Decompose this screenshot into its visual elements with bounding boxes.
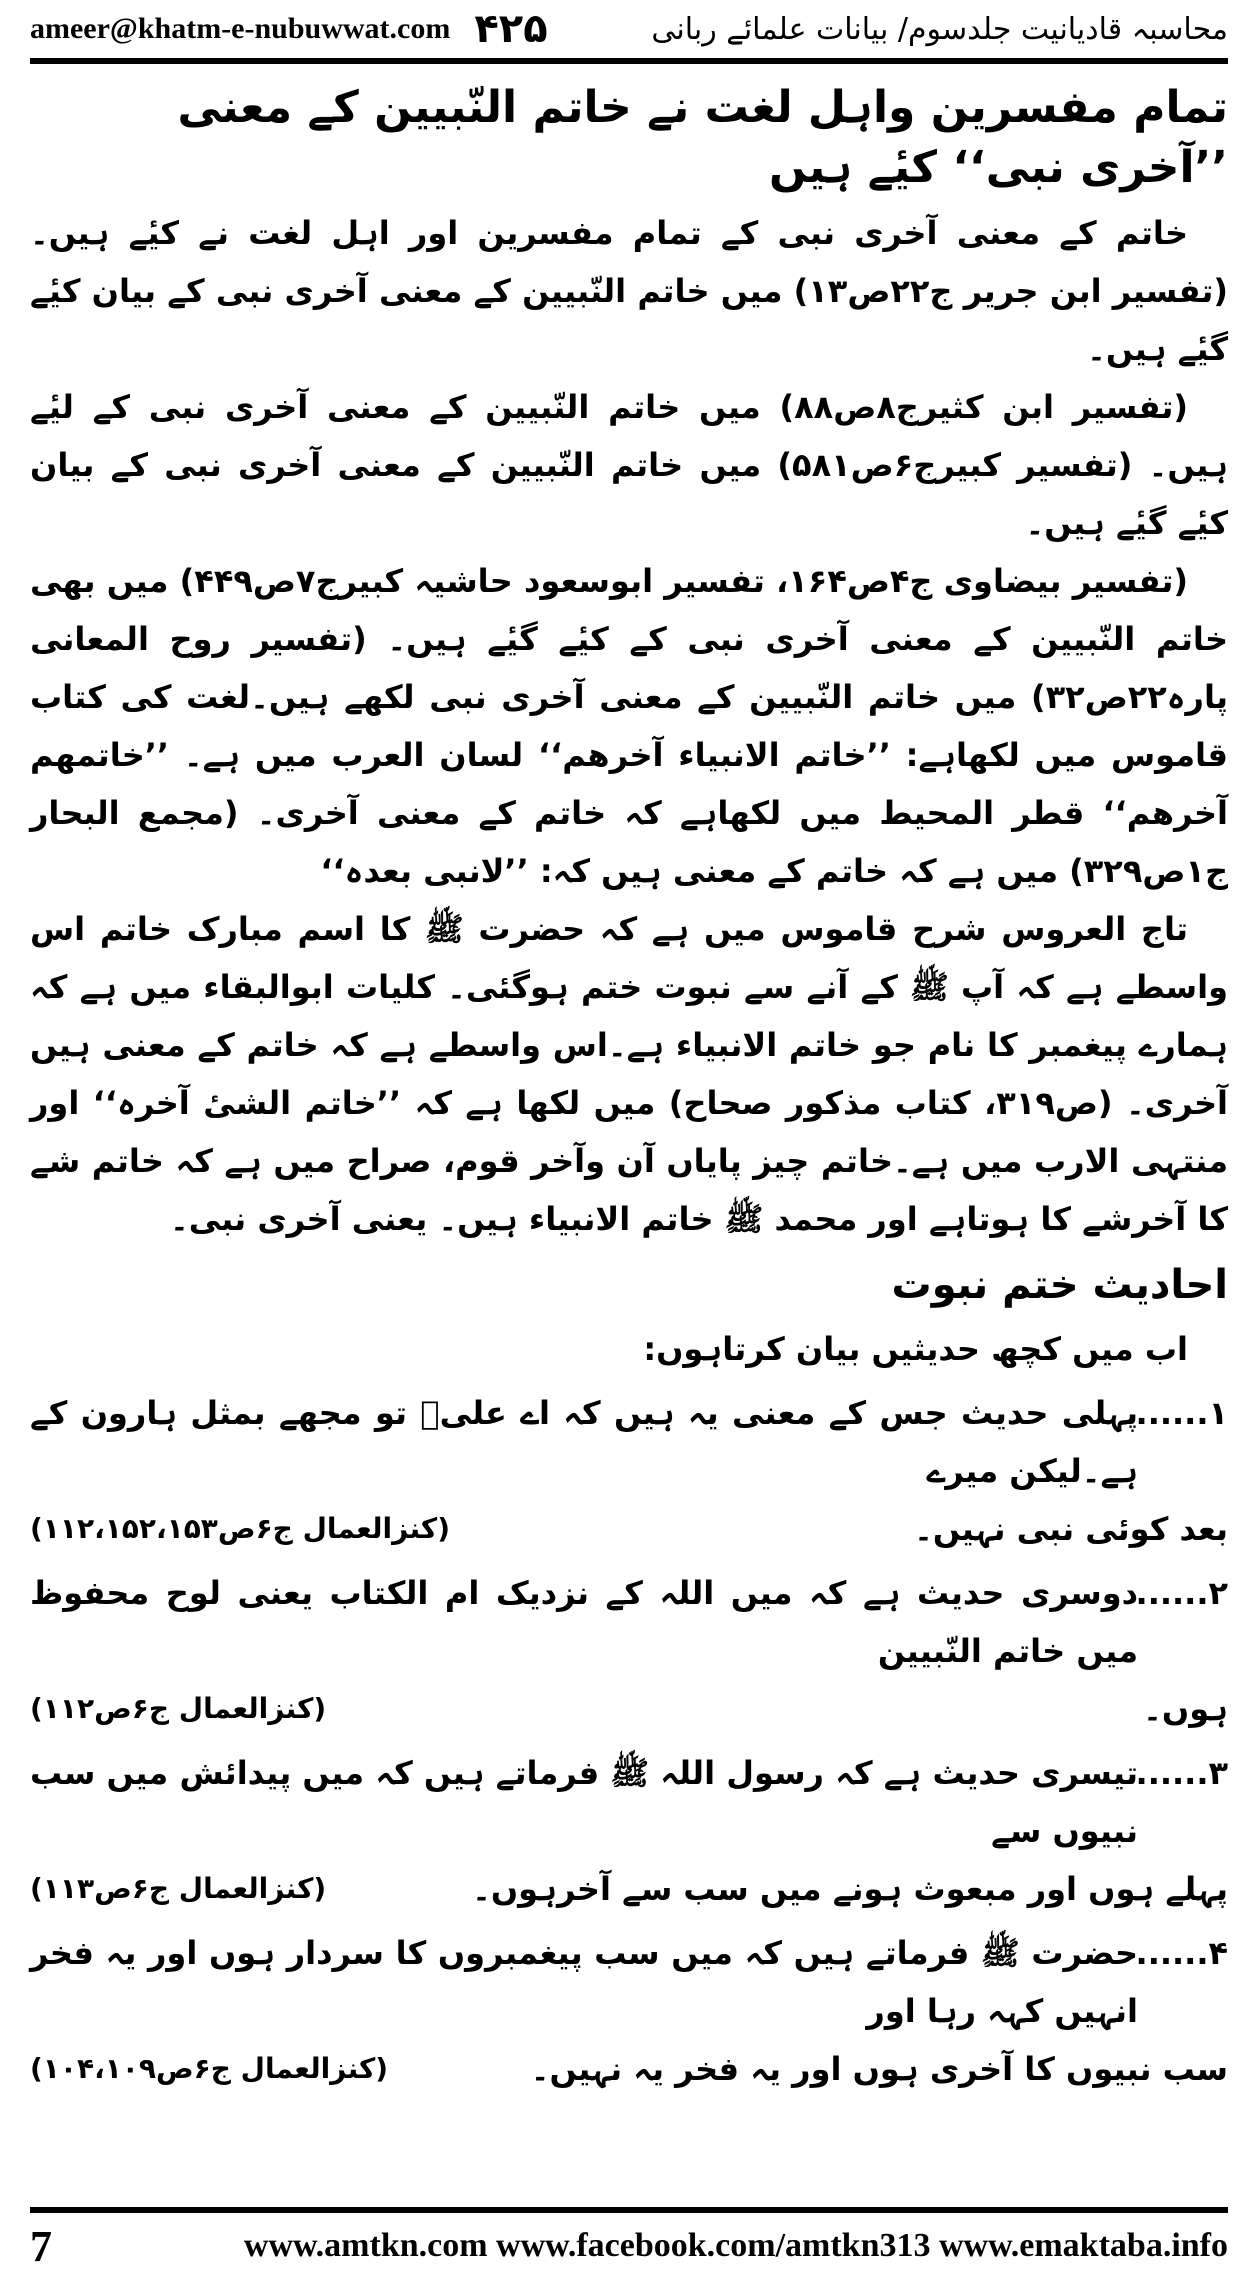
page-body xyxy=(30,78,1228,2098)
paragraph-4: تاج العروس شرح قاموس میں ہے کہ حضرت ﷺ کا اسم مبارک خاتم اس واسطے ہے کہ آپ ﷺ کے آنے سے نبوت ختم ہوگئی۔ کلیات ابوالبقاء میں ہے کہ ہمارے پیغمبر کا نام جو خاتم الانبیاء ہے۔اس واسطے ہے کہ خاتم کے معنی ہیں آخری۔ (ص۳۱۹، کتاب مذکور صحاح) میں لکھا ہے کہ ’’خاتم الشیٔ آخرہ‘‘ اور منتہی الارب میں ہے۔خاتم چیز پایاں آن وآخر قوم، صراح میں ہے کہ خاتم شے کا آخرشے کا ہوتاہے اور محمد ﷺ خاتم الانبیاء ہیں۔ یعنی آخری نبی۔ xyxy=(30,910,1229,1238)
hadith-reference: (کنزالعمال ج۶ص۱۱۲) xyxy=(30,1692,327,1725)
hadith-4 xyxy=(30,1924,1228,2098)
hadith-text-end: ہوں۔ xyxy=(1143,1690,1228,1728)
hadith-text-end: بعد کوئی نبی نہیں۔ xyxy=(914,1510,1228,1548)
intro-line: اب میں کچھ حدیثیں بیان کرتاہوں: xyxy=(643,1330,1188,1368)
section-heading: تمام مفسرین واہل لغت نے خاتم النّبیین کے معنی ’’آخری نبی‘‘ کیٔے ہیں xyxy=(177,82,1228,193)
hadith-reference: (کنزالعمال ج۶ص۱۱۳) xyxy=(30,1872,327,1905)
header-book-title: محاسبہ قادیانیت جلدسوم/ بیانات علمائے ربانی xyxy=(651,11,1228,47)
hadith-text-end: پہلے ہوں اور مبعوث ہونے میں سب سے آخرہوں۔ xyxy=(472,1870,1228,1908)
hadith-3 xyxy=(30,1744,1228,1918)
hadith-1 xyxy=(30,1384,1228,1558)
header-left xyxy=(30,6,548,52)
hadith-number: ۱...... xyxy=(1135,1394,1228,1432)
hadith-text: حضرت ﷺ فرماتے ہیں کہ میں سب پیغمبروں کا سردار ہوں اور یہ فخر انہیں کہہ رہا اور xyxy=(30,1934,1138,2030)
hadith-reference: (کنزالعمال ج۶ص۱۰۴،۱۰۹) xyxy=(30,2052,389,2085)
footer-urls[interactable]: www.amtkn.com www.facebook.com/amtkn313 www.emaktaba.info xyxy=(243,2227,1228,2264)
hadith-text: پہلی حدیث جس کے معنی یہ ہیں کہ اے علیؓ تو مجھے بمثل ہارون کے ہے۔لیکن میرے xyxy=(30,1394,1138,1490)
paragraph-1: خاتم کے معنی آخری نبی کے تمام مفسرین اور اہل لغت نے کیٔے ہیں۔ (تفسیر ابن جریر ج۲۲ص۱۳) میں خاتم النّبیین کے معنی آخری نبی کے بیان کیٔے گیٔے ہیں۔ xyxy=(30,214,1229,368)
hadith-number: ۳...... xyxy=(1135,1754,1228,1792)
hadith-number: ۲...... xyxy=(1135,1574,1228,1612)
subheading: احادیث ختم نبوت xyxy=(891,1262,1228,1308)
header-page-number: ۴۲۵ xyxy=(474,6,548,52)
hadith-text-end: سب نبیوں کا آخری ہوں اور یہ فخر یہ نہیں۔ xyxy=(530,2050,1228,2088)
page-header xyxy=(30,0,1228,64)
footer-page-number: 7 xyxy=(30,2221,52,2271)
hadith-reference: (کنزالعمال ج۶ص۱۱۲،۱۵۲،۱۵۳) xyxy=(30,1512,451,1545)
hadith-text: دوسری حدیث ہے کہ میں اللہ کے نزدیک ام الکتاب یعنی لوح محفوظ میں خاتم النّبیین xyxy=(30,1574,1138,1670)
paragraph-3: (تفسیر بیضاوی ج۴ص۱۶۴، تفسیر ابوسعود حاشیہ کبیرج۷ص۴۴۹) میں بھی خاتم النّبیین کے معنی آخری نبی کے کیٔے گیٔے ہیں۔ (تفسیر روح المعانی پارہ۲۲ص۳۲) میں خاتم النّبیین کے معنی آخری نبی لکھے ہیں۔لغت کی کتاب قاموس میں لکھاہے: ’’خاتم الانبیاء آخرھم‘‘ لسان العرب میں ہے۔ ’’خاتمھم آخرھم‘‘ قطر المحیط میں لکھاہے کہ خاتم کے معنی آخری۔ (مجمع البحار ج۱ص۳۲۹) میں ہے کہ خاتم کے معنی ہیں کہ: ’’لانبی بعدہ‘‘ xyxy=(30,562,1228,890)
header-email: ameer@khatm-e-nubuwwat.com xyxy=(30,12,451,45)
paragraph-2: (تفسیر ابن کثیرج۸ص۸۸) میں خاتم النّبیین کے معنی آخری نبی کے لیٔے ہیں۔ (تفسیر کبیرج۶ص۵۸۱) میں خاتم النّبیین کے معنی آخری نبی کے بیان کیٔے گیٔے ہیں۔ xyxy=(30,388,1229,542)
hadith-number: ۴...... xyxy=(1135,1934,1228,1972)
hadith-2 xyxy=(30,1564,1228,1738)
page-footer xyxy=(30,2207,1228,2279)
hadith-text: تیسری حدیث ہے کہ رسول اللہ ﷺ فرماتے ہیں کہ میں پیدائش میں سب نبیوں سے xyxy=(30,1754,1138,1850)
